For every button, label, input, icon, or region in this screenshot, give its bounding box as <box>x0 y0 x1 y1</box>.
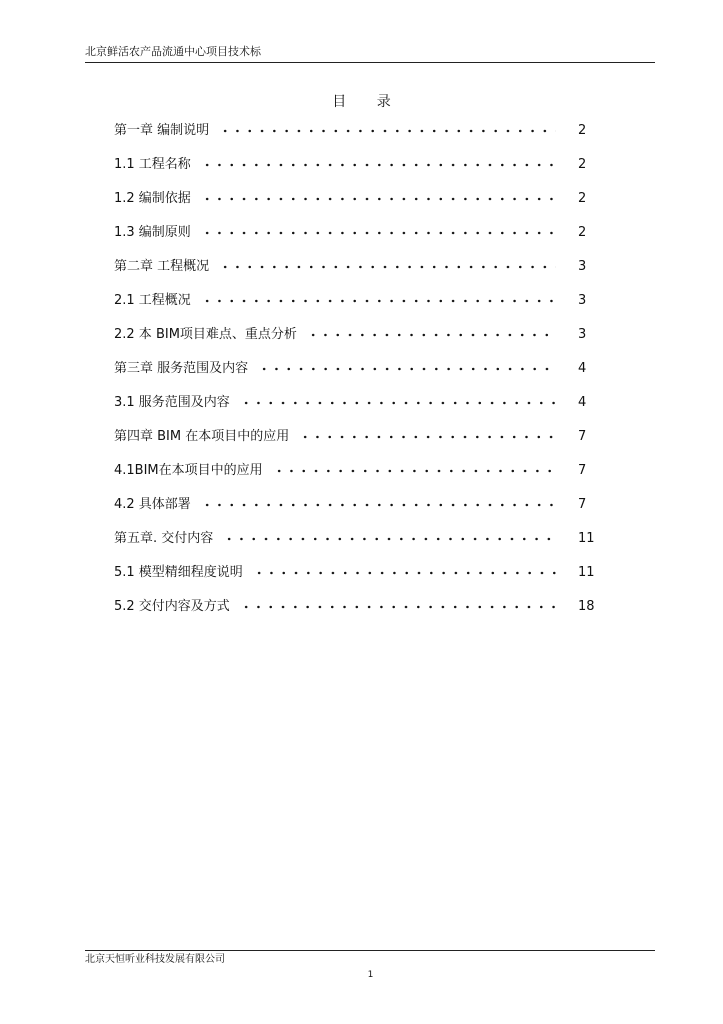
toc-dot-leader <box>253 571 556 575</box>
toc-entry-label: 3.1 服务范围及内容 <box>114 395 230 410</box>
toc-entry <box>114 393 600 413</box>
toc-entry-label: 2.2 本 BIM项目难点、重点分析 <box>114 327 297 342</box>
toc-entry-page-number: 2 <box>578 157 587 172</box>
toc-entry-page-number: 4 <box>578 361 587 376</box>
toc-entry <box>114 427 600 447</box>
toc-entry <box>114 121 600 141</box>
toc-dot-leader <box>201 503 556 507</box>
toc-entry-label: 2.1 工程概况 <box>114 293 191 308</box>
toc-entry <box>114 529 600 549</box>
toc-entry-label: 第二章 工程概况 <box>114 259 210 274</box>
toc-entry-page-number: 2 <box>578 191 587 206</box>
footer-page-number: 1 <box>367 970 374 980</box>
toc-entry <box>114 257 600 277</box>
toc-entry-page-number: 7 <box>578 463 587 478</box>
toc-entry-label: 5.1 模型精细程度说明 <box>114 565 243 580</box>
toc-dot-leader <box>307 333 556 337</box>
toc-dot-leader <box>273 469 556 473</box>
toc-entry <box>114 563 600 583</box>
toc-entry-page-number: 4 <box>578 395 587 410</box>
toc-entry-label: 第五章. 交付内容 <box>114 531 214 546</box>
document-header-title: 北京鲜活农产品流通中心项目技术标 <box>85 45 261 58</box>
table-of-contents <box>114 121 600 631</box>
toc-entry <box>114 597 600 617</box>
toc-entry-label: 1.1 工程名称 <box>114 157 191 172</box>
toc-entry <box>114 223 600 243</box>
toc-dot-leader <box>223 537 556 541</box>
toc-entry <box>114 155 600 175</box>
toc-dot-leader <box>201 299 556 303</box>
toc-entry-page-number: 7 <box>578 429 587 444</box>
footer-company-name: 北京天恒听业科技发展有限公司 <box>85 954 225 965</box>
toc-dot-leader <box>201 163 556 167</box>
toc-entry-label: 4.2 具体部署 <box>114 497 191 512</box>
toc-dot-leader <box>240 605 556 609</box>
toc-entry-page-number: 3 <box>578 327 587 342</box>
toc-entry-label: 第三章 服务范围及内容 <box>114 361 249 376</box>
toc-entry <box>114 495 600 515</box>
toc-entry-page-number: 11 <box>578 565 595 580</box>
toc-entry-label: 1.2 编制依据 <box>114 191 191 206</box>
header-divider <box>85 62 655 63</box>
toc-entry-label: 第四章 BIM 在本项目中的应用 <box>114 429 290 444</box>
toc-entry <box>114 461 600 481</box>
footer-divider <box>85 950 655 951</box>
toc-dot-leader <box>258 367 556 371</box>
toc-entry-page-number: 7 <box>578 497 587 512</box>
toc-entry-label: 4.1BIM在本项目中的应用 <box>114 463 263 478</box>
toc-entry-label: 5.2 交付内容及方式 <box>114 599 230 614</box>
toc-dot-leader <box>219 265 556 269</box>
toc-heading: 目 录 <box>332 94 391 110</box>
toc-entry-label: 1.3 编制原则 <box>114 225 191 240</box>
toc-dot-leader <box>219 129 556 133</box>
toc-dot-leader <box>299 435 556 439</box>
toc-dot-leader <box>201 231 556 235</box>
toc-entry-page-number: 3 <box>578 259 587 274</box>
toc-entry <box>114 359 600 379</box>
toc-entry <box>114 189 600 209</box>
toc-entry-label: 第一章 编制说明 <box>114 123 210 138</box>
toc-entry-page-number: 2 <box>578 225 587 240</box>
toc-entry-page-number: 2 <box>578 123 587 138</box>
toc-entry <box>114 291 600 311</box>
toc-entry-page-number: 3 <box>578 293 587 308</box>
toc-dot-leader <box>240 401 556 405</box>
toc-entry-page-number: 11 <box>578 531 595 546</box>
toc-entry <box>114 325 600 345</box>
toc-entry-page-number: 18 <box>578 599 595 614</box>
toc-dot-leader <box>201 197 556 201</box>
